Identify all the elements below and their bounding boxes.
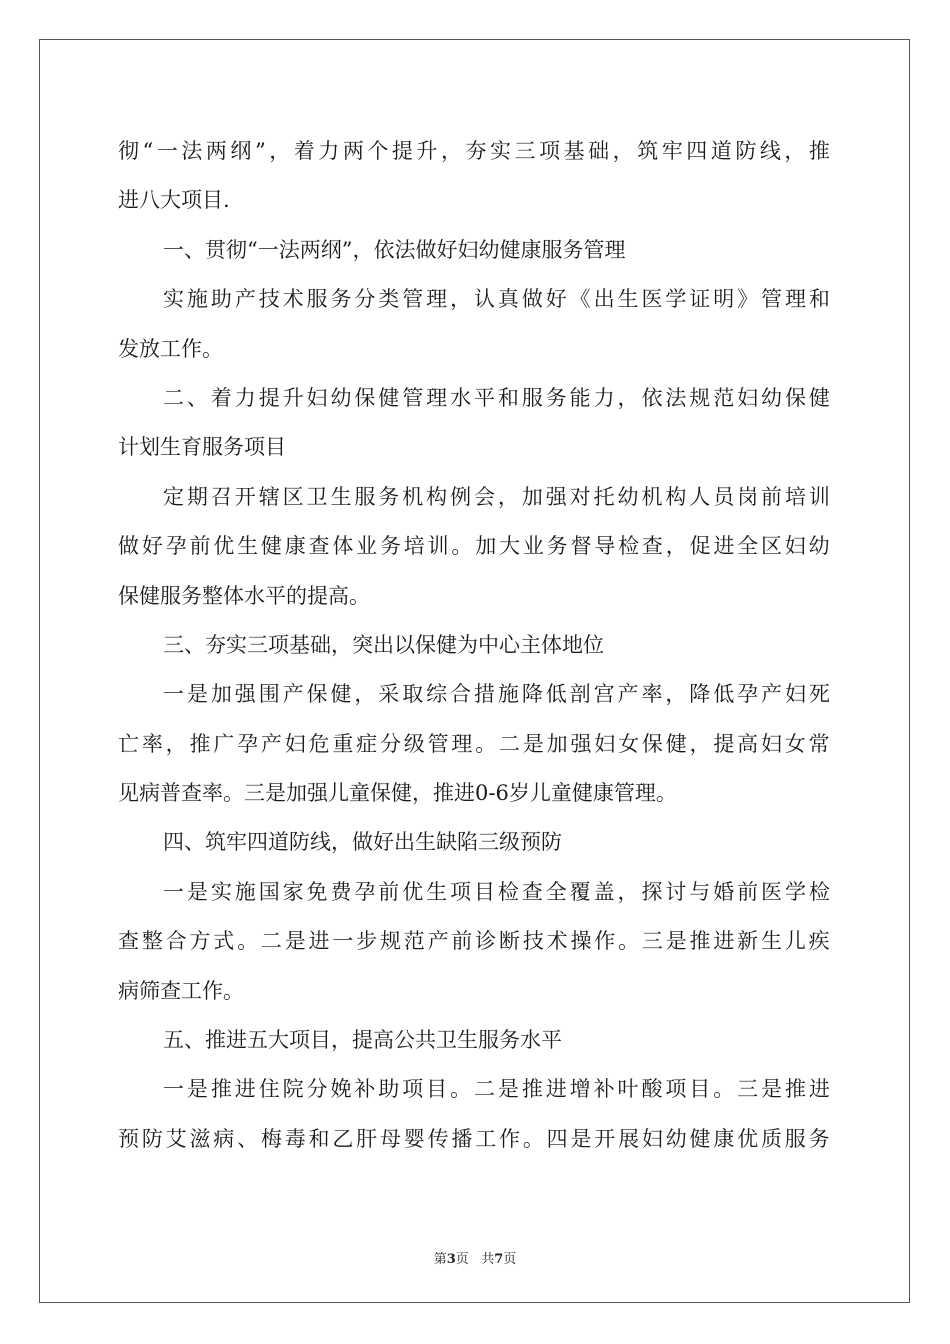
total-label-prefix: 共 — [481, 1252, 495, 1267]
total-pages: 7 — [494, 1252, 504, 1267]
text-line: 见病普查率。三是加强儿童保健，推进0-6岁儿童健康管理。 — [118, 781, 677, 806]
page-number: 3 — [446, 1252, 456, 1267]
text-line: 一、贯彻“一法两纲”，依法做好妇幼健康服务管理 — [163, 237, 626, 262]
page-label-prefix: 第 — [433, 1252, 447, 1267]
text-line: 一 是 实 施 国 家 免 费 孕 前 优 生 项 目 检 查 全 覆 盖 ， 探 讨 与 婚 前 医 学 检 — [163, 879, 830, 904]
text-line: 四、筑牢四道防线，做好出生缺陷三级预防 — [163, 830, 562, 855]
page-label-suffix: 页 — [455, 1252, 469, 1267]
text-line: 一 是 推 进 住 院 分 娩 补 助 项 目 。 二 是 推 进 增 补 叶 酸 项 目 。 三 是 推 进 — [163, 1077, 830, 1102]
text-line: 一 是 加 强 围 产 保 健 ， 采 取 综 合 措 施 降 低 剖 宫 产 率 ， 降 低 孕 产 妇 死 — [163, 682, 830, 707]
text-line: 二 、 着 力 提 升 妇 幼 保 健 管 理 水 平 和 服 务 能 力 ， 依 法 规 范 妇 幼 保 健 — [163, 385, 830, 410]
document-body — [118, 130, 830, 1167]
text-line: 定 期 召 开 辖 区 卫 生 服 务 机 构 例 会 ， 加 强 对 托 幼 机 构 人 员 岗 前 培 训 — [163, 484, 830, 509]
text-line: 计划生育服务项目 — [118, 435, 286, 460]
text-line: 彻 “ 一 法 两 纲 ” ， 着 力 两 个 提 升 ， 夯 实 三 项 基 础 ， 筑 牢 四 道 防 线 ， 推 — [118, 139, 830, 163]
text-line: 做 好 孕 前 优 生 健 康 查 体 业 务 培 训 。 加 大 业 务 督 导 检 查 ， 促 进 全 区 妇 幼 — [118, 534, 830, 559]
text-line: 实 施 助 产 技 术 服 务 分 类 管 理 ， 认 真 做 好 《 出 生 医 学 证 明 》 管 理 和 — [163, 287, 830, 312]
text-line: 查 整 合 方 式 。 二 是 进 一 步 规 范 产 前 诊 断 技 术 操 作 。 三 是 推 进 新 生 儿 疾 — [118, 929, 830, 954]
text-line: 保健服务整体水平的提高。 — [118, 583, 370, 608]
text-line: 五、推进五大项目，提高公共卫生服务水平 — [163, 1028, 562, 1053]
text-line: 病筛查工作。 — [118, 978, 244, 1003]
text-line: 三、夯实三项基础，突出以保健为中心主体地位 — [163, 632, 604, 657]
text-line: 亡 率 ， 推 广 孕 产 妇 危 重 症 分 级 管 理 。 二 是 加 强 妇 女 保 健 ， 提 高 妇 女 常 — [118, 731, 830, 756]
total-label-suffix: 页 — [503, 1252, 517, 1267]
text-line: 预 防 艾 滋 病 、 梅 毒 和 乙 肝 母 婴 传 播 工 作 。 四 是 开 展 妇 幼 健 康 优 质 服 务 — [118, 1126, 830, 1151]
page-footer — [0, 1248, 950, 1267]
text-line: 发放工作。 — [118, 336, 223, 361]
text-line: 进八大项目. — [118, 188, 230, 213]
